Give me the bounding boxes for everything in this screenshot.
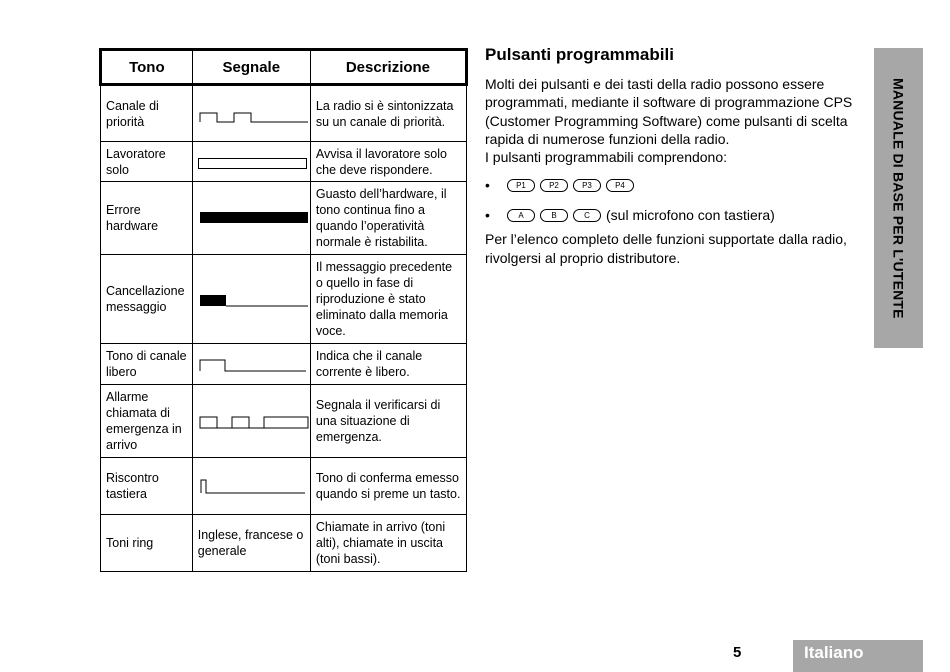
signal-cell bbox=[192, 85, 310, 142]
bullet-symbol: • bbox=[485, 207, 490, 224]
bullet-p-buttons bbox=[485, 176, 860, 194]
tone-table bbox=[99, 48, 468, 572]
intro-paragraph: Molti dei pulsanti e dei tasti della radio possono essere programmati, mediante il software di programmazione CPS (Customer Programming Software) come pulsanti di scelta rapida di numerose funzioni della radio. bbox=[485, 76, 853, 147]
keypad-feedback-signal-icon bbox=[197, 477, 309, 495]
header-tono: Tono bbox=[101, 50, 193, 85]
tone-cell: Allarme chiamata di emergenza in arrivo bbox=[101, 385, 193, 458]
emergency-alarm-signal-icon bbox=[197, 412, 309, 430]
description-cell: Segnala il verificarsi di una situazione di emergenza. bbox=[310, 385, 466, 458]
tone-cell: Lavoratore solo bbox=[101, 142, 193, 182]
signal-cell bbox=[192, 385, 310, 458]
closing-paragraph: Per l’elenco completo delle funzioni supportate dalla radio, rivolgersi al proprio distributore. bbox=[485, 231, 847, 266]
signal-cell bbox=[192, 344, 310, 385]
table-row bbox=[101, 385, 467, 458]
table-row bbox=[101, 458, 467, 515]
p3-button-icon: P3 bbox=[573, 179, 601, 192]
signal-cell bbox=[192, 142, 310, 182]
signal-cell: Inglese, francese o generale bbox=[192, 515, 310, 572]
table-row bbox=[101, 85, 467, 142]
tone-cell: Toni ring bbox=[101, 515, 193, 572]
description-cell: Avvisa il lavoratore solo che deve rispondere. bbox=[310, 142, 466, 182]
header-segnale: Segnale bbox=[192, 50, 310, 85]
table-header-row bbox=[101, 50, 467, 85]
description-cell: La radio si è sintonizzata su un canale di priorità. bbox=[310, 85, 466, 142]
tone-cell: Tono di canale libero bbox=[101, 344, 193, 385]
table-row bbox=[101, 142, 467, 182]
description-cell: Il messaggio precedente o quello in fase di riproduzione è stato eliminato dalla memoria voce. bbox=[310, 255, 466, 344]
manual-section-tab bbox=[874, 48, 923, 348]
manual-section-label: MANUALE DI BASE PER L'UTENTE bbox=[890, 77, 907, 319]
table-row bbox=[101, 182, 467, 255]
header-descrizione: Descrizione bbox=[310, 50, 466, 85]
signal-cell bbox=[192, 182, 310, 255]
bullet-abc-buttons bbox=[485, 206, 860, 224]
tone-cell: Errore hardware bbox=[101, 182, 193, 255]
signal-cell bbox=[192, 458, 310, 515]
p4-button-icon: P4 bbox=[606, 179, 634, 192]
intro-paragraph-2: I pulsanti programmabili comprendono: bbox=[485, 149, 728, 166]
signal-cell bbox=[192, 255, 310, 344]
table-row bbox=[101, 255, 467, 344]
microphone-note: (sul microfono con tastiera) bbox=[606, 207, 775, 224]
a-button-icon: A bbox=[507, 209, 535, 222]
table-row bbox=[101, 344, 467, 385]
description-cell: Tono di conferma emesso quando si preme un tasto. bbox=[310, 458, 466, 515]
tone-cell: Riscontro tastiera bbox=[101, 458, 193, 515]
p2-button-icon: P2 bbox=[540, 179, 568, 192]
channel-free-signal-icon bbox=[197, 355, 309, 373]
section-title: Pulsanti programmabili bbox=[485, 45, 674, 64]
description-cell: Chiamate in arrivo (toni alti), chiamate in uscita (toni bassi). bbox=[310, 515, 466, 572]
table-row bbox=[101, 515, 467, 572]
b-button-icon: B bbox=[540, 209, 568, 222]
c-button-icon: C bbox=[573, 209, 601, 222]
bullet-symbol: • bbox=[485, 177, 490, 194]
lone-worker-signal-icon bbox=[197, 153, 309, 171]
priority-channel-signal-icon bbox=[197, 105, 309, 123]
language-tab: Italiano bbox=[793, 640, 923, 672]
p1-button-icon: P1 bbox=[507, 179, 535, 192]
hardware-error-signal-icon bbox=[197, 209, 309, 227]
tone-cell: Cancellazione messaggio bbox=[101, 255, 193, 344]
programmable-buttons-section bbox=[485, 44, 860, 267]
page-number: 5 bbox=[733, 644, 742, 661]
description-cell: Indica che il canale corrente è libero. bbox=[310, 344, 466, 385]
message-deleted-signal-icon bbox=[197, 290, 309, 308]
tone-cell: Canale di priorità bbox=[101, 85, 193, 142]
description-cell: Guasto dell’hardware, il tono continua fino a quando l’operatività normale è ristabilita. bbox=[310, 182, 466, 255]
